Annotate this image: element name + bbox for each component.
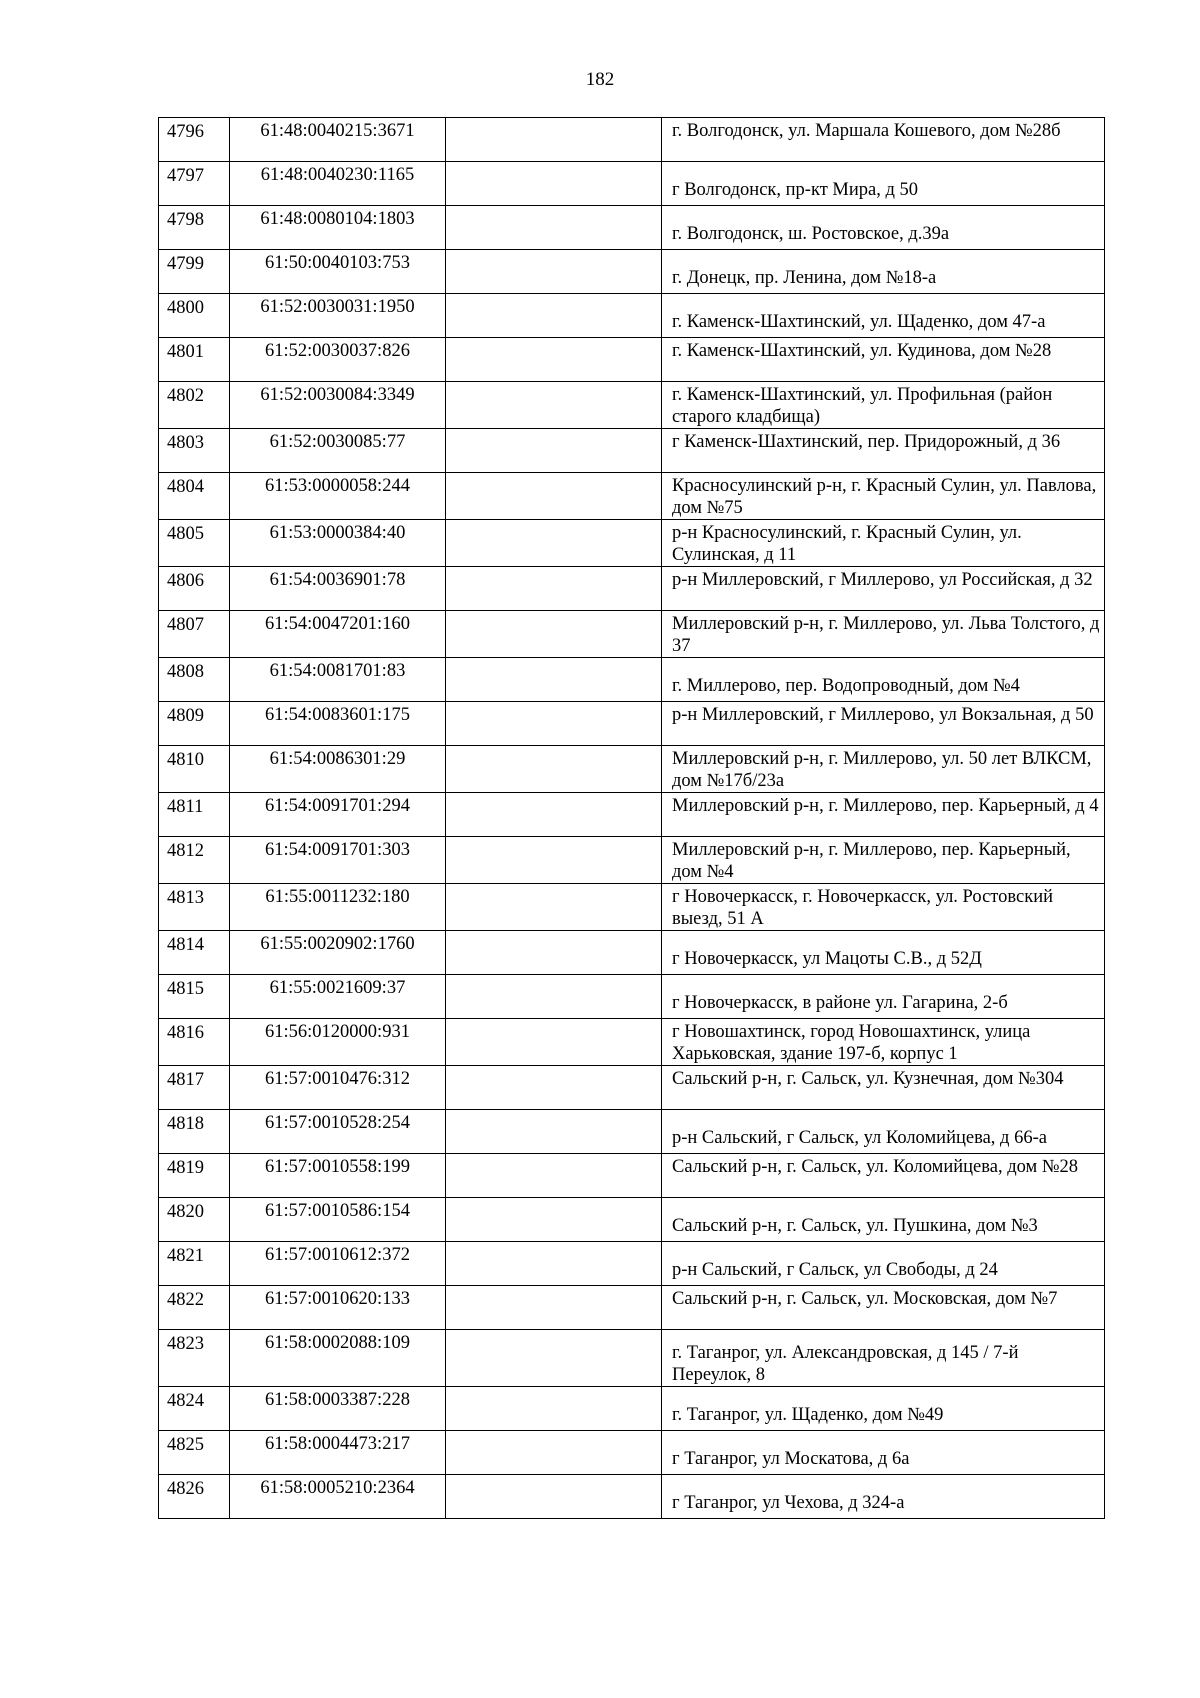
empty-cell [446,1330,662,1387]
table-row [159,250,1105,294]
row-number-cell: 4801 [159,338,230,382]
row-number-cell: 4804 [159,473,230,520]
cadastral-registry-table [158,117,1105,1519]
table-row [159,975,1105,1019]
table-row [159,1019,1105,1066]
address-cell: р-н Сальский, г Сальск, ул Свободы, д 24 [662,1242,1105,1286]
cadastral-number-cell: 61:58:0005210:2364 [230,1475,446,1519]
row-number-cell: 4811 [159,793,230,837]
empty-cell [446,1110,662,1154]
table-row [159,162,1105,206]
address-cell: р-н Миллеровский, г Миллерово, ул Российская, д 32 [662,567,1105,611]
address-cell: г. Донецк, пр. Ленина, дом №18-а [662,250,1105,294]
address-cell: Сальский р-н, г. Сальск, ул. Коломийцева, дом №28 [662,1154,1105,1198]
table-row [159,206,1105,250]
address-cell: р-н Миллеровский, г Миллерово, ул Вокзальная, д 50 [662,702,1105,746]
empty-cell [446,931,662,975]
address-cell: Миллеровский р-н, г. Миллерово, ул. Льва Толстого, д 37 [662,611,1105,658]
table-row [159,1330,1105,1387]
empty-cell [446,975,662,1019]
row-number-cell: 4826 [159,1475,230,1519]
cadastral-number-cell: 61:57:0010528:254 [230,1110,446,1154]
table-row [159,702,1105,746]
cadastral-number-cell: 61:58:0003387:228 [230,1387,446,1431]
row-number-cell: 4807 [159,611,230,658]
cadastral-number-cell: 61:52:0030084:3349 [230,382,446,429]
empty-cell [446,1066,662,1110]
cadastral-number-cell: 61:57:0010558:199 [230,1154,446,1198]
address-cell: г. Каменск-Шахтинский, ул. Кудинова, дом №28 [662,338,1105,382]
row-number-cell: 4816 [159,1019,230,1066]
address-cell: г Таганрог, ул Чехова, д 324-а [662,1475,1105,1519]
table-row [159,1387,1105,1431]
row-number-cell: 4806 [159,567,230,611]
cadastral-number-cell: 61:54:0091701:303 [230,837,446,884]
address-cell: г Каменск-Шахтинский, пер. Придорожный, д 36 [662,429,1105,473]
row-number-cell: 4803 [159,429,230,473]
cadastral-number-cell: 61:48:0080104:1803 [230,206,446,250]
row-number-cell: 4799 [159,250,230,294]
address-cell: г. Каменск-Шахтинский, ул. Щаденко, дом 47-а [662,294,1105,338]
empty-cell [446,702,662,746]
table-row [159,118,1105,162]
empty-cell [446,294,662,338]
row-number-cell: 4805 [159,520,230,567]
table-row [159,1242,1105,1286]
row-number-cell: 4820 [159,1198,230,1242]
row-number-cell: 4815 [159,975,230,1019]
row-number-cell: 4818 [159,1110,230,1154]
table-row [159,1431,1105,1475]
cadastral-number-cell: 61:54:0083601:175 [230,702,446,746]
address-cell: Миллеровский р-н, г. Миллерово, пер. Карьерный, дом №4 [662,837,1105,884]
row-number-cell: 4814 [159,931,230,975]
empty-cell [446,1431,662,1475]
row-number-cell: 4819 [159,1154,230,1198]
row-number-cell: 4800 [159,294,230,338]
row-number-cell: 4812 [159,837,230,884]
cadastral-number-cell: 61:57:0010476:312 [230,1066,446,1110]
cadastral-number-cell: 61:50:0040103:753 [230,250,446,294]
address-cell: г Новошахтинск, город Новошахтинск, улица Харьковская, здание 197-б, корпус 1 [662,1019,1105,1066]
row-number-cell: 4823 [159,1330,230,1387]
row-number-cell: 4817 [159,1066,230,1110]
empty-cell [446,382,662,429]
empty-cell [446,1286,662,1330]
row-number-cell: 4797 [159,162,230,206]
row-number-cell: 4798 [159,206,230,250]
address-cell: Миллеровский р-н, г. Миллерово, ул. 50 лет ВЛКСМ, дом №17б/23а [662,746,1105,793]
empty-cell [446,658,662,702]
cadastral-number-cell: 61:52:0030085:77 [230,429,446,473]
table-row [159,567,1105,611]
empty-cell [446,1242,662,1286]
empty-cell [446,611,662,658]
empty-cell [446,837,662,884]
empty-cell [446,118,662,162]
address-cell: Сальский р-н, г. Сальск, ул. Кузнечная, дом №304 [662,1066,1105,1110]
cadastral-number-cell: 61:53:0000058:244 [230,473,446,520]
cadastral-number-cell: 61:48:0040215:3671 [230,118,446,162]
address-cell: г. Таганрог, ул. Щаденко, дом №49 [662,1387,1105,1431]
row-number-cell: 4821 [159,1242,230,1286]
address-cell: г. Миллерово, пер. Водопроводный, дом №4 [662,658,1105,702]
table-row [159,611,1105,658]
cadastral-number-cell: 61:54:0091701:294 [230,793,446,837]
address-cell: Красносулинский р-н, г. Красный Сулин, ул. Павлова, дом №75 [662,473,1105,520]
table-row [159,520,1105,567]
table-row [159,658,1105,702]
table-row [159,1475,1105,1519]
cadastral-number-cell: 61:48:0040230:1165 [230,162,446,206]
table-row [159,382,1105,429]
table-row [159,1110,1105,1154]
table-row [159,294,1105,338]
cadastral-number-cell: 61:55:0020902:1760 [230,931,446,975]
address-cell: г Новочеркасск, в районе ул. Гагарина, 2-б [662,975,1105,1019]
table-row [159,1066,1105,1110]
cadastral-number-cell: 61:54:0086301:29 [230,746,446,793]
address-cell: р-н Сальский, г Сальск, ул Коломийцева, д 66-а [662,1110,1105,1154]
table-row [159,1198,1105,1242]
cadastral-number-cell: 61:57:0010586:154 [230,1198,446,1242]
table-row [159,338,1105,382]
table-row [159,793,1105,837]
empty-cell [446,1154,662,1198]
row-number-cell: 4808 [159,658,230,702]
empty-cell [446,162,662,206]
row-number-cell: 4825 [159,1431,230,1475]
empty-cell [446,338,662,382]
address-cell: г Новочеркасск, г. Новочеркасск, ул. Ростовский выезд, 51 А [662,884,1105,931]
table-row [159,837,1105,884]
address-cell: р-н Красносулинский, г. Красный Сулин, ул. Сулинская, д 11 [662,520,1105,567]
empty-cell [446,520,662,567]
row-number-cell: 4796 [159,118,230,162]
address-cell: г. Волгодонск, ш. Ростовское, д.39а [662,206,1105,250]
cadastral-number-cell: 61:52:0030037:826 [230,338,446,382]
cadastral-number-cell: 61:54:0036901:78 [230,567,446,611]
row-number-cell: 4810 [159,746,230,793]
table-row [159,746,1105,793]
row-number-cell: 4822 [159,1286,230,1330]
table-body [159,118,1105,1519]
cadastral-number-cell: 61:58:0002088:109 [230,1330,446,1387]
cadastral-number-cell: 61:56:0120000:931 [230,1019,446,1066]
address-cell: Сальский р-н, г. Сальск, ул. Московская, дом №7 [662,1286,1105,1330]
cadastral-number-cell: 61:52:0030031:1950 [230,294,446,338]
address-cell: г. Волгодонск, ул. Маршала Кошевого, дом №28б [662,118,1105,162]
empty-cell [446,1019,662,1066]
empty-cell [446,793,662,837]
empty-cell [446,206,662,250]
table-row [159,884,1105,931]
table-row [159,1286,1105,1330]
empty-cell [446,567,662,611]
address-cell: Сальский р-н, г. Сальск, ул. Пушкина, дом №3 [662,1198,1105,1242]
cadastral-number-cell: 61:57:0010620:133 [230,1286,446,1330]
address-cell: г. Каменск-Шахтинский, ул. Профильная (район старого кладбища) [662,382,1105,429]
address-cell: г Новочеркасск, ул Мацоты С.В., д 52Д [662,931,1105,975]
row-number-cell: 4813 [159,884,230,931]
row-number-cell: 4809 [159,702,230,746]
table-row [159,1154,1105,1198]
row-number-cell: 4824 [159,1387,230,1431]
table-row [159,429,1105,473]
address-cell: г. Таганрог, ул. Александровская, д 145 / 7-й Переулок, 8 [662,1330,1105,1387]
cadastral-number-cell: 61:55:0021609:37 [230,975,446,1019]
empty-cell [446,1198,662,1242]
empty-cell [446,250,662,294]
address-cell: г Волгодонск, пр-кт Мира, д 50 [662,162,1105,206]
address-cell: г Таганрог, ул Москатова, д 6а [662,1431,1105,1475]
empty-cell [446,429,662,473]
cadastral-number-cell: 61:57:0010612:372 [230,1242,446,1286]
empty-cell [446,1475,662,1519]
cadastral-number-cell: 61:54:0081701:83 [230,658,446,702]
cadastral-number-cell: 61:58:0004473:217 [230,1431,446,1475]
table-row [159,931,1105,975]
empty-cell [446,746,662,793]
empty-cell [446,473,662,520]
cadastral-number-cell: 61:55:0011232:180 [230,884,446,931]
cadastral-number-cell: 61:53:0000384:40 [230,520,446,567]
empty-cell [446,1387,662,1431]
table-row [159,473,1105,520]
row-number-cell: 4802 [159,382,230,429]
cadastral-number-cell: 61:54:0047201:160 [230,611,446,658]
empty-cell [446,884,662,931]
page-number: 182 [585,69,615,90]
address-cell: Миллеровский р-н, г. Миллерово, пер. Карьерный, д 4 [662,793,1105,837]
